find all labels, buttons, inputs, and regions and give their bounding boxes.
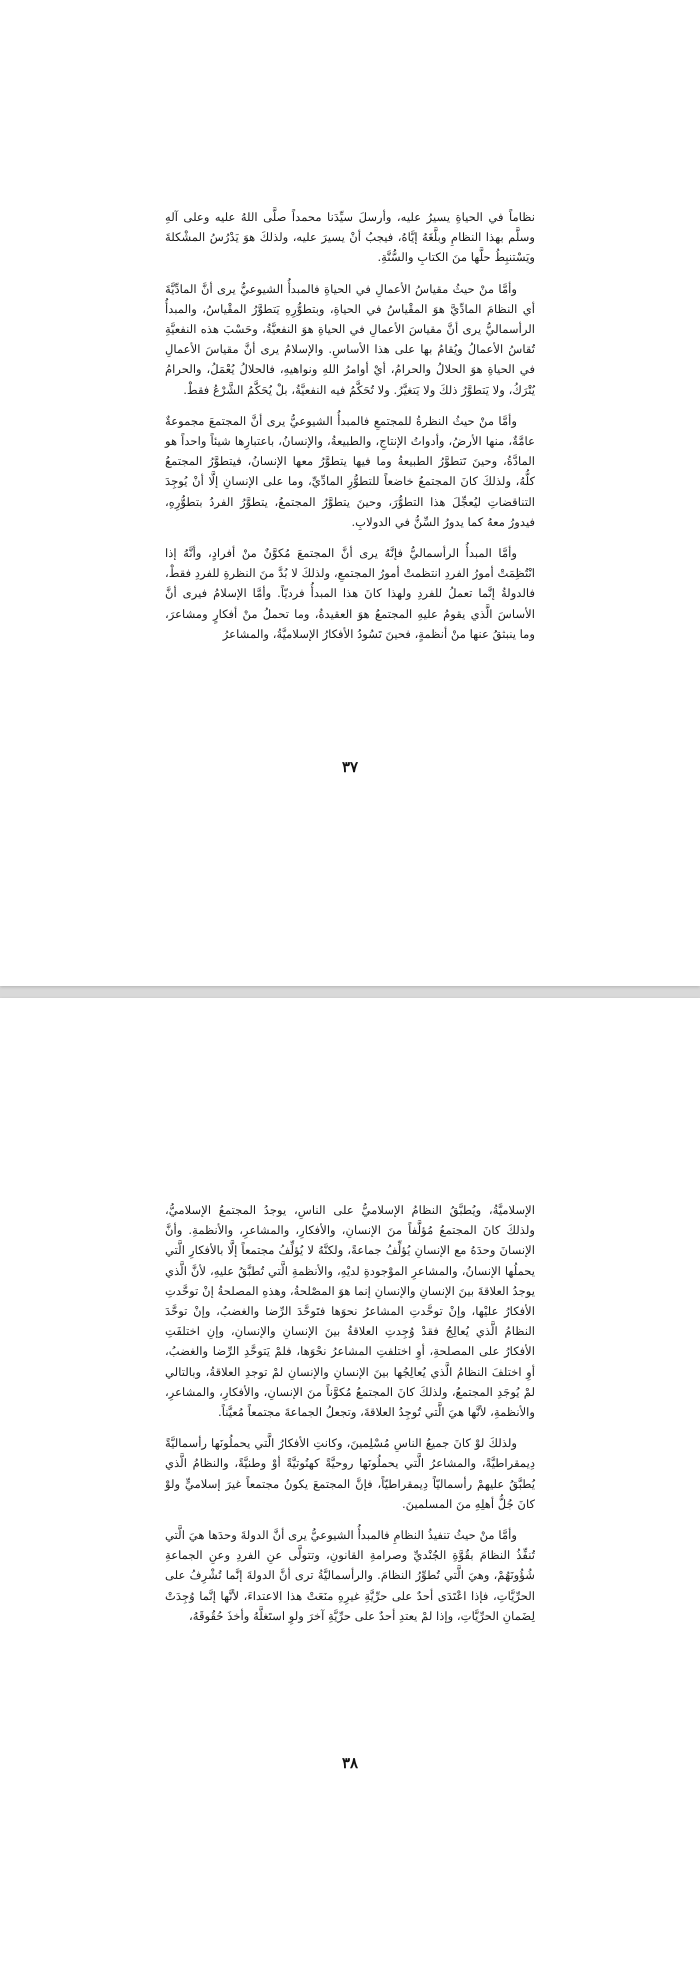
document-page-38 bbox=[0, 998, 700, 1978]
paragraph: وأمَّا منْ حيثُ مقياسُ الأعمالِ في الحياةِ فالمبدأُ الشيوعيُّ يرى أنَّ المادِّيَّةَ أي النظامَ المادِّيَّ هوَ المقْياسُ في الحياةِ، وبتطوُّرِهِ يَتطوَّرُ المقْياسُ، والمبدأُ الرأسماليُّ يرى أنَّ مقياسَ الأعمالِ في الحياةِ هوَ النفعيَّةُ، وحَسْبَ هذه النفعيَّةِ تُقاسُ الأعمالُ ويُقامُ بها على هذا الأساسِ. والإسلامُ يرى أنَّ مقياسَ الأعمالِ في الحياةِ هوَ الحلالُ والحرامُ، أيْ أوامرُ اللهِ ونواهيهِ، فالحلالُ يُعْمَلُ، والحرامُ يُتْرَكُ، ولا يَتطوَّرُ ذلكَ ولا يَتغيَّرُ. ولا تُحَكَّمُ فيه النفعيَّةُ، بلْ يُحَكَّمُ الشَّرْعُ فقطْ. bbox=[165, 281, 535, 397]
page-body-text bbox=[165, 1200, 535, 1637]
document-page-37 bbox=[0, 0, 700, 986]
paragraph: نظاماً في الحياةِ يسيرُ عليه، وأرسلَ سيِّدَنا محمداً صلَّى اللهُ عليه وعلى آلهِ وسلَّم بهذا النظامِ وبلَّغَهُ إيَّاهُ، فيجبُ أنْ يسيرَ عليه، ولذلكَ هوَ يَدْرُسُ المشْكلةَ ويَسْتنبِطُ حلَّها منَ الكتابِ والسُّنَّةِ. bbox=[165, 210, 535, 265]
paragraph: ولذلكَ لوْ كانَ جميعُ الناسِ مُسْلِمينَ، وكانتِ الأفكارُ الَّتي يحملُونَها رأسماليَّةً دِيمقراطيَّةً، والمشاعرُ الَّتي يحملُونَها روحيَّةً كهنُوتيَّةً أوْ وطنيَّةً، والنظامُ الَّذي يُطبَّقُ عليهمْ رأسماليّاً دِيمقراطيّاً، فإنَّ المجتمعَ يكونُ مجتمعاً غيرَ إسلاميٍّ ولوْ كانَ جُلُّ أهلِهِ منَ المسلمينَ. bbox=[165, 1436, 535, 1511]
page-number: ٣٧ bbox=[341, 758, 359, 776]
paragraph: وأمَّا منْ حيثُ النظرةُ للمجتمعِ فالمبدأُ الشيوعيُّ يرى أنَّ المجتمعَ مجموعةٌ عامَّةٌ، منها الأرضُ، وأدواتُ الإنتاجِ، والطبيعةُ، والإنسانُ، باعتبارِها شيئاً واحداً هو المادَّةُ، وحينَ تَتطوَّرُ الطبيعةُ وما فيها يتطوَّرُ معها الإنسانُ، فيتطوَّرُ المجتمعُ كلُّهُ، ولذلكَ كانَ المجتمعُ خاضعاً للتطوُّرِ المادِّيِّ، وما على الإنسانِ إلَّا أنْ يُوجِدَ التناقضاتِ ليُعجِّلَ هذا التطوُّرَ، وحينَ يتطوَّرُ المجتمعُ، يتطوَّرُ الفردُ بتطوُّرِهِ، فيدورُ معهُ كما يدورُ السِّنُّ في الدولابِ. bbox=[165, 413, 535, 529]
page-body-text bbox=[165, 207, 535, 655]
paragraph: وأمَّا منْ حيثُ تنفيذُ النظامِ فالمبدأُ الشيوعيُّ يرى أنَّ الدولةَ وحدَها هيَ الَّتي تُنفِّذُ النظامَ بقُوَّةِ الجُنْديِّ وصرامةِ القانونِ، وتتولَّى عنِ الفردِ وعنِ الجماعةِ شُؤُونَهُمْ، وهيَ الَّتي تُطوِّرُ النظامَ. والرأسماليَّةُ ترى أنَّ الدولةَ إنَّما تُشْرِفُ على الحرِّيَّاتِ، فإذا اعْتَدَى أحدٌ على حرِّيَّةِ غيرِهِ منَعَتْ هذا الاعتداءَ، لأنَّها إنَّما وُجِدَتْ لِضَمانِ الحرِّيَّاتِ، وإذا لمْ يعتدِ أحدٌ على حرِّيَّةِ آخرَ ولوِ استَغلَّهُ وأخذَ حُقُوقَهُ، bbox=[165, 1528, 535, 1623]
paragraph: وأمَّا المبدأُ الرأسماليُّ فإنَّهُ يرى أنَّ المجتمعَ مُكوَّنٌ منْ أفرادٍ، وأنَّهُ إذا انْتُظِمَتْ أمورُ الفردِ انتظمتْ أمورُ المجتمعِ، ولذلكَ لا بُدَّ منَ النظرةِ للفردِ فقطْ، فالدولةُ إنَّما تعملُ للفردِ ولهذا كانَ هذا المبدأُ فرديّاً. وأمَّا الإسلامُ فيرى أنَّ الأساسَ الَّذي يقومُ عليهِ المجتمعُ هوَ العقيدةُ، وما تحملُ منْ أفكارٍ ومشاعرَ، وما ينبثقُ عنها منْ أنظمةٍ، فحينَ تَسُودُ الأفكارُ الإسلاميَّةُ، والمشاعرُ bbox=[165, 546, 535, 641]
paragraph: الإسلاميَّةُ، ويُطبَّقُ النظامُ الإسلاميُّ على الناسِ، يوجدُ المجتمعُ الإسلاميُّ، ولذلكَ كانَ المجتمعُ مُؤلَّفاً منَ الإنسانِ، والأفكارِ، والمشاعرِ، والأنظمةِ. وأنَّ الإنسانَ وحدَهُ مع الإنسانِ يُؤلِّفُ جماعةً، ولكنَّهُ لا يُؤلِّفُ مجتمعاً إلَّا بالأفكارِ الَّتي يحملُها الإنسانُ، والمشاعرِ الموْجودةِ لديْهِ، والأنظمةِ الَّتي تُطبَّقُ عليهِ، لأنَّ الَّذي يوجدُ العلاقةَ بينَ الإنسانِ والإنسانِ إنما هوَ المصْلحةُ، وهذهِ المصلحةُ إنْ توحَّدتِ الأفكارُ عليْها، وإنْ توحَّدتِ المشاعرُ نحوَها فتَوحَّدَ الرِّضا والغضبُ، وإنْ توحَّدَ النظامُ الَّذي يُعالِجُ فقدْ وُجِدتِ العلاقةُ بينَ الإنسانِ والإنسانِ، وإنِ اختلفَتِ الأفكارُ على المصلحةِ، أوِ اختلفتِ المشاعرُ نحْوَها، فلمْ يَتوحَّدِ الرِّضا والغضبُ، أوِ اختلفَ النظامُ الَّذي يُعالِجُها بينَ الإنسانِ والإنسانِ لمْ توجدِ العلاقةُ، وبالتالي لمْ يُوجَدِ المجتمعُ، ولذلكَ كانَ المجتمعُ مُكوَّناً منَ الإنسانِ، والأفكارِ، والمشاعرِ، والأنظمةِ، لأنَّها هيَ الَّتي تُوجِدُ العلاقةَ، وتجعلُ الجماعةَ مجتمعاً مُعيَّناً. bbox=[165, 1203, 535, 1420]
page-number: ٣٨ bbox=[341, 1754, 359, 1772]
